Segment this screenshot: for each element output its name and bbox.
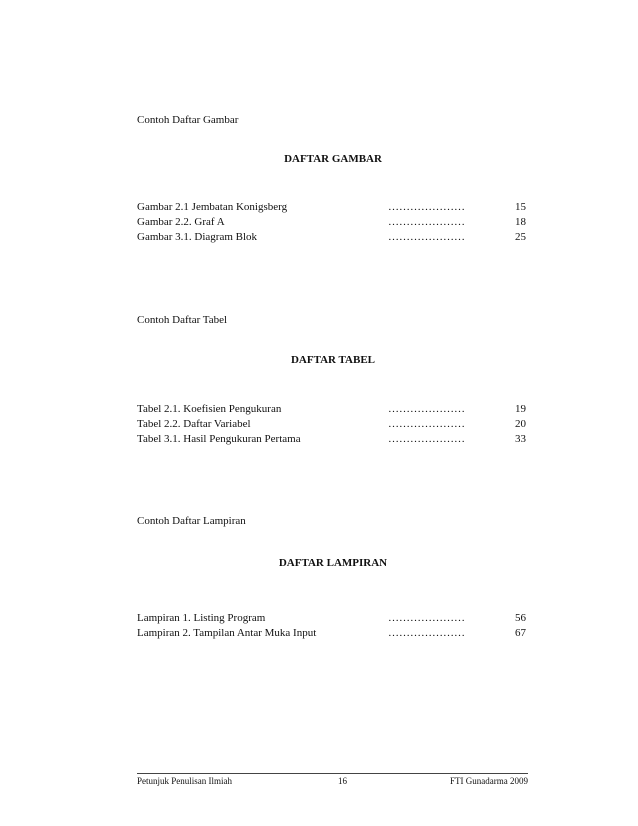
footer-page-number: 16: [338, 776, 347, 786]
footer-left-text: Petunjuk Penulisan Ilmiah: [137, 776, 232, 786]
leader-dots: …………………: [388, 433, 465, 445]
leader-dots: …………………: [388, 418, 465, 430]
entry-title: Tabel 2.1. Koefisien Pengukuran: [137, 403, 282, 415]
entry-title: Lampiran 1. Listing Program: [137, 612, 266, 624]
list-item: [137, 626, 526, 641]
list-item: [137, 611, 526, 626]
entry-title: Gambar 3.1. Diagram Blok: [137, 231, 258, 243]
leader-dots: …………………: [388, 216, 465, 228]
list-item: [137, 200, 526, 215]
entry-page-number: 20: [515, 418, 526, 430]
entry-list-tabel: [137, 402, 526, 447]
section-label-tabel: Contoh Daftar Tabel: [137, 314, 228, 326]
leader-dots: …………………: [388, 231, 465, 243]
leader-dots: …………………: [388, 612, 465, 624]
footer-right-text: FTI Gunadarma 2009: [450, 776, 528, 786]
entry-page-number: 15: [515, 201, 526, 213]
entry-title: Lampiran 2. Tampilan Antar Muka Input: [137, 627, 317, 639]
leader-dots: …………………: [388, 201, 465, 213]
entry-title: Gambar 2.2. Graf A: [137, 216, 225, 228]
list-item: [137, 402, 526, 417]
entry-list-lampiran: [137, 611, 526, 641]
entry-title: Tabel 3.1. Hasil Pengukuran Pertama: [137, 433, 301, 445]
leader-dots: …………………: [388, 403, 465, 415]
entry-title: Gambar 2.1 Jembatan Konigsberg: [137, 201, 288, 213]
list-item: [137, 215, 526, 230]
entry-title: Tabel 2.2. Daftar Variabel: [137, 418, 251, 430]
entry-page-number: 33: [515, 433, 526, 445]
list-item: [137, 432, 526, 447]
entry-page-number: 19: [515, 403, 526, 415]
list-item: [137, 417, 526, 432]
entry-page-number: 18: [515, 216, 526, 228]
entry-page-number: 67: [515, 627, 526, 639]
section-label-lampiran: Contoh Daftar Lampiran: [137, 515, 246, 527]
leader-dots: …………………: [388, 627, 465, 639]
entry-page-number: 56: [515, 612, 526, 624]
entry-list-gambar: [137, 200, 526, 245]
section-title-daftar-tabel: DAFTAR TABEL: [290, 354, 376, 366]
entry-page-number: 25: [515, 231, 526, 243]
list-item: [137, 230, 526, 245]
section-title-daftar-lampiran: DAFTAR LAMPIRAN: [278, 557, 388, 569]
section-label-gambar: Contoh Daftar Gambar: [137, 114, 239, 126]
footer-rule: [137, 773, 528, 774]
section-title-daftar-gambar: DAFTAR GAMBAR: [284, 153, 382, 165]
